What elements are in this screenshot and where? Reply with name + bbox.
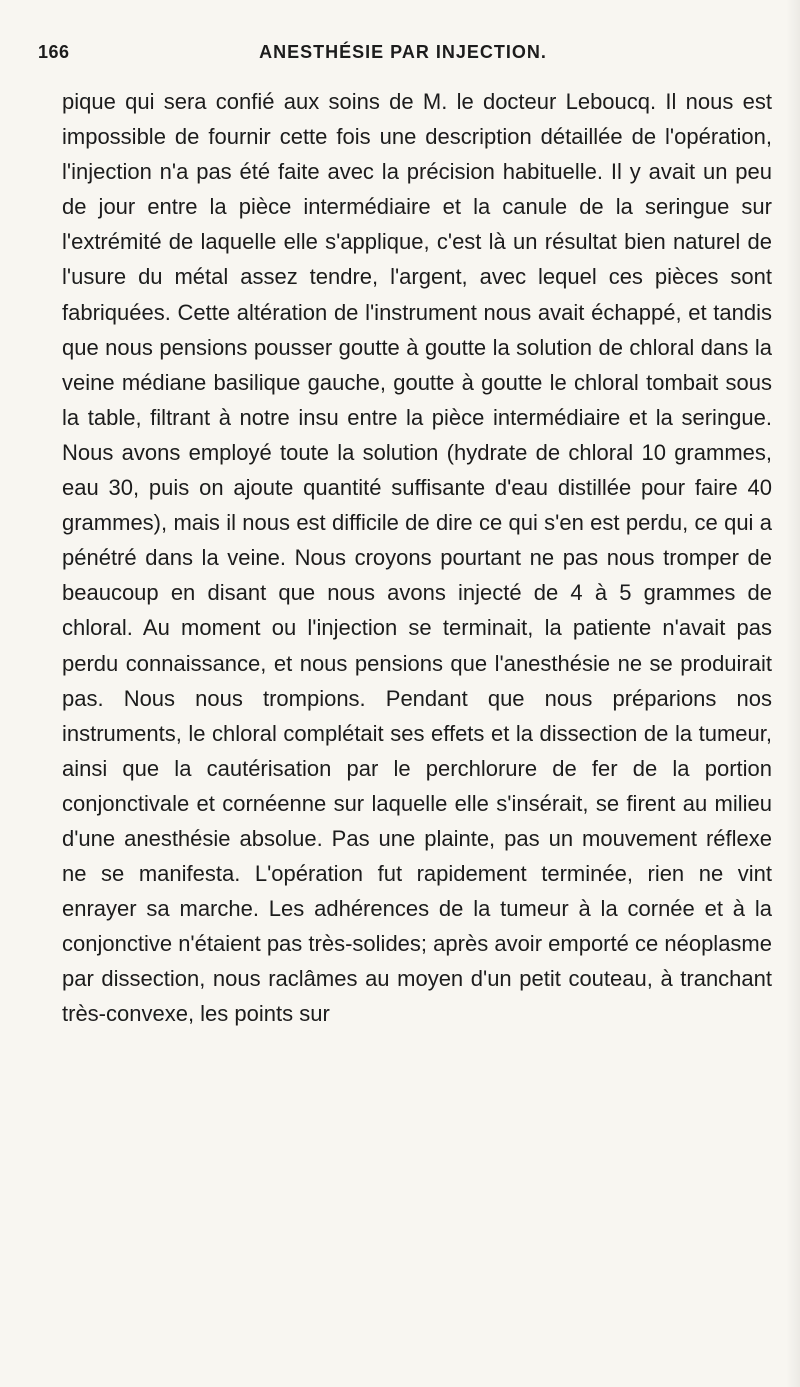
page-number: 166 [38, 42, 70, 62]
body-paragraph: pique qui sera confié aux soins de M. le docteur Leboucq. Il nous est impossible de fournir cette fois une description détaillée de l'opération, l'injection n'a pas été faite avec la précision habituelle. Il y avait un peu de jour entre la pièce intermédiaire et la canule de la seringue sur l'extrémité de laquelle elle s'applique, c'est là un résultat bien naturel de l'usure du métal assez tendre, l'argent, avec lequel ces pièces sont fabriquées. Cette altération de l'instrument nous avait échappé, et tandis que nous pensions pousser goutte à goutte la solution de chloral dans la veine médiane basilique gauche, goutte à goutte le chloral tombait sous la table, filtrant à notre insu entre la pièce intermédiaire et la seringue. Nous avons employé toute la solution (hydrate de chloral 10 grammes, eau 30, puis on ajoute quantité suffisante d'eau distillée pour faire 40 grammes), mais il nous est difficile de dire ce qui s'en est perdu, ce qui a pénétré dans la veine. Nous croyons pourtant ne pas nous tromper de beaucoup en disant que nous avons injecté de 4 à 5 grammes de chloral. Au moment ou l'injection se terminait, la patiente n'avait pas perdu connaissance, et nous pensions que l'anesthésie ne se produirait pas. Nous nous trompions. Pendant que nous préparions nos instruments, le chloral complétait ses effets et la dissection de la tumeur, ainsi que la cautérisation par le perchlorure de fer de la portion conjonctivale et cornéenne sur laquelle elle s'insérait, se firent au milieu d'une anesthésie absolue. Pas une plainte, pas un mouvement réflexe ne se manifesta. L'opération fut rapidement terminée, rien ne vint enrayer sa marche. Les adhérences de la tumeur à la cornée et à la conjonctive n'étaient pas très-solides; après avoir emporté ce néoplasme par dissection, nous raclâmes au moyen d'un petit couteau, à tranchant très-convexe, les points sur [62, 89, 772, 1027]
page-edge-shadow [786, 0, 800, 1387]
running-title: ANESTHÉSIE PAR INJECTION. [259, 42, 547, 62]
page-header [38, 42, 768, 72]
